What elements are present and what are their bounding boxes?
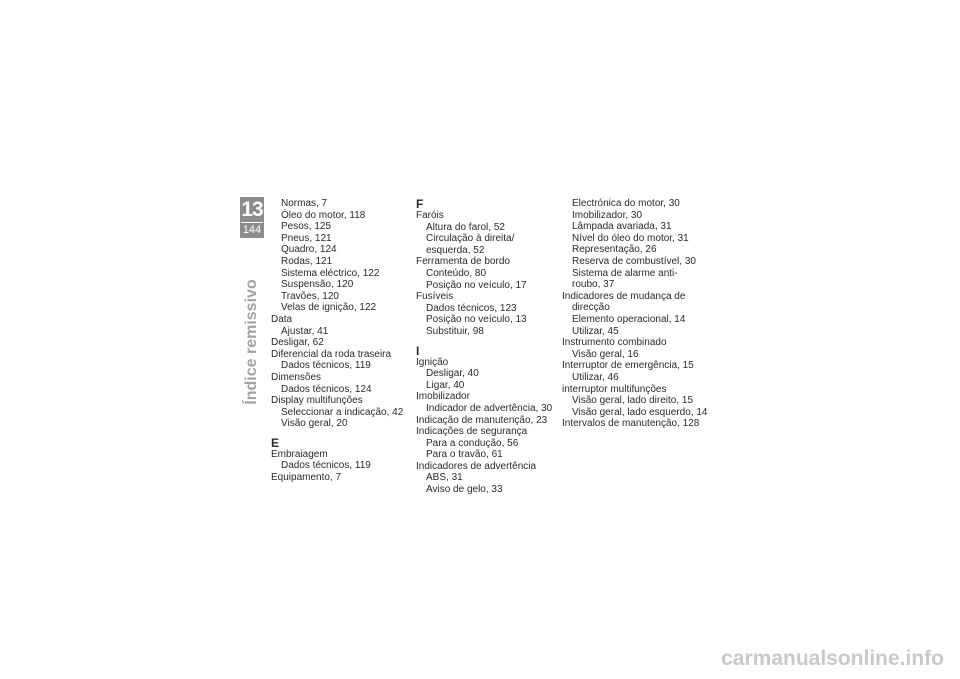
index-subentry: Visão geral, 20 [281, 418, 348, 430]
index-letter: E [271, 435, 280, 450]
index-subentry: Utilizar, 45 [572, 325, 619, 337]
index-entry: Display multifunções [271, 395, 363, 407]
index-subentry: Altura do farol, 52 [426, 221, 505, 233]
index-subentry: Sistema eléctrico, 122 [281, 267, 380, 279]
index-letter: I [416, 343, 420, 358]
index-subentry: Normas, 7 [281, 198, 328, 209]
index-entry: Faróis [416, 210, 444, 221]
index-subentry: Electrónica do motor, 30 [572, 198, 680, 209]
index-column-2 [416, 198, 564, 496]
section-title-text: Índice remissivo [243, 279, 260, 405]
index-entry: Imobilizador [416, 391, 470, 403]
index-subentry: direcção [572, 302, 610, 314]
index-subentry: Travões, 120 [281, 290, 339, 302]
index-subentry: Sistema de alarme anti- [572, 267, 678, 279]
index-entry: Indicadores de mudança de [562, 290, 686, 302]
index-entry: interruptor multifunções [562, 383, 667, 395]
index-subentry: Pneus, 121 [281, 232, 332, 244]
index-subentry: Rodas, 121 [281, 255, 333, 267]
index-subentry: Circulação à direita/ [426, 233, 515, 245]
index-entry: Diferencial da roda traseira [271, 348, 392, 360]
index-entry: Indicadores de advertência [416, 460, 537, 472]
index-subentry: Reserva de combustível, 30 [572, 255, 696, 267]
index-subentry: Velas de ignição, 122 [281, 302, 377, 314]
index-letter: F [416, 197, 424, 211]
index-subentry: Quadro, 124 [281, 244, 337, 256]
index-entry: Intervalos de manutenção, 128 [562, 418, 700, 430]
index-entry: Instrumento combinado [562, 337, 667, 349]
watermark: carmanualsonline.info [721, 647, 944, 670]
index-subentry: Dados técnicos, 119 [281, 360, 371, 372]
index-subentry: Para a condução, 56 [426, 437, 519, 449]
index-entry: Interruptor de emergência, 15 [562, 360, 694, 372]
index-entry: Dimensões [271, 371, 322, 383]
index-subentry: Pesos, 125 [281, 221, 332, 233]
index-subentry: Posição no veículo, 13 [426, 314, 527, 326]
chapter-number: 13 [241, 198, 263, 221]
index-subentry: Utilizar, 46 [572, 371, 619, 383]
index-subentry: ABS, 31 [426, 472, 463, 484]
index-subentry: Seleccionar a indicação, 42 [281, 406, 404, 418]
index-entry: Data [271, 313, 293, 325]
index-subentry: Dados técnicos, 124 [281, 383, 372, 395]
index-entry: Ferramenta de bordo [416, 256, 510, 268]
index-subentry: esquerda, 52 [426, 244, 485, 256]
index-subentry: roubo, 37 [572, 279, 615, 291]
index-subentry: Ajustar, 41 [281, 325, 329, 337]
index-subentry: Suspensão, 120 [281, 279, 354, 291]
index-subentry: Lâmpada avariada, 31 [572, 221, 672, 233]
chapter-tab [240, 197, 264, 238]
index-subentry: Dados técnicos, 119 [281, 460, 371, 472]
index-entry: Embraiagem [271, 448, 328, 460]
index-subentry: Posição no veículo, 17 [426, 279, 527, 291]
index-subentry: Dados técnicos, 123 [426, 302, 517, 314]
index-subentry: Óleo do motor, 118 [281, 209, 366, 221]
index-subentry: Conteúdo, 80 [426, 267, 487, 279]
page-number: 144 [242, 224, 262, 236]
index-entry: Ignição [416, 356, 449, 368]
index-subentry: Representação, 26 [572, 244, 657, 256]
index-subentry: Imobilizador, 30 [572, 209, 643, 221]
index-column-3 [562, 198, 710, 430]
index-column-1 [271, 198, 419, 484]
index-subentry: Visão geral, lado direito, 15 [572, 395, 694, 407]
index-subentry: Nível do óleo do motor, 31 [572, 232, 689, 244]
index-entry: Indicação de manutenção, 23 [416, 414, 548, 426]
index-entry: Indicações de segurança [416, 426, 528, 438]
index-subentry: Ligar, 40 [426, 379, 465, 391]
index-entry: Fusíveis [416, 291, 454, 303]
index-subentry: Desligar, 40 [426, 368, 479, 380]
index-subentry: Substituir, 98 [426, 325, 484, 337]
index-subentry: Visão geral, 16 [572, 348, 639, 360]
index-subentry: Para o travão, 61 [426, 449, 503, 461]
index-subentry: Elemento operacional, 14 [572, 313, 686, 325]
index-subentry: Aviso de gelo, 33 [426, 484, 503, 496]
index-entry: Equipamento, 7 [271, 472, 342, 484]
index-entry: Desligar, 62 [271, 337, 324, 349]
index-subentry: Indicador de advertência, 30 [426, 402, 553, 414]
index-subentry: Visão geral, lado esquerdo, 14 [572, 406, 708, 418]
